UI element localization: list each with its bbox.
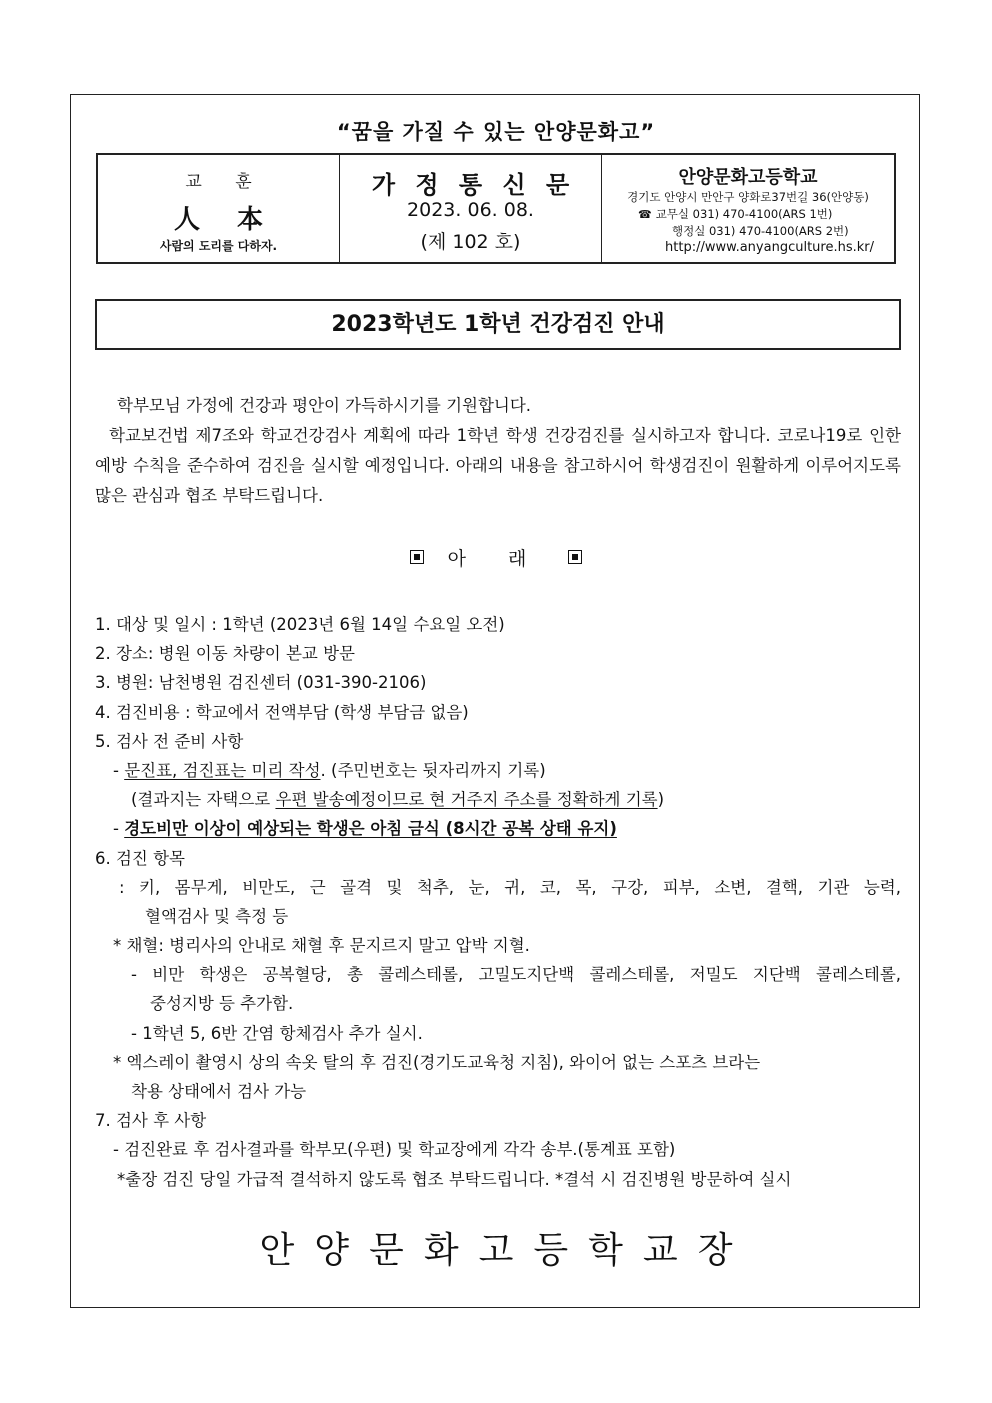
bold-underlined-text: 경도비만 이상이 예상되는 학생은 아침 금식 (8시간 공복 상태 유지) [124, 819, 617, 839]
school-name: 안양문화고등학교 [678, 167, 818, 188]
underlined-text: 문진표, 검진표는 미리 작성 [124, 760, 321, 780]
newsletter-date: 2023. 06. 08. [407, 199, 534, 221]
letter-header [96, 153, 896, 264]
motto-label: 교 훈 [185, 172, 266, 192]
list-item: * 채혈: 병리사의 안내로 채혈 후 문지르지 말고 압박 지혈. [113, 936, 530, 956]
list-item-text: ) [657, 790, 665, 810]
intro-body: 학교보건법 제7조와 학교건강검사 계획에 따라 1학년 학생 건강검진를 실시하고자 합니다. 코로나19로 인한 예방 수칙을 준수하여 검진을 실시할 예정입니다. 아래의 내용을 참고하시어 학생검진이 원활하게 이루어지도록 많은 관심과 협조 부탁드립니다. [95, 426, 901, 505]
details-list [95, 610, 901, 1194]
list-item [95, 756, 901, 785]
list-item: - 검진완료 후 검사결과를 학부모(우편) 및 학교장에게 각각 송부.(통계표 포함) [113, 1140, 676, 1160]
newsletter-cell [340, 155, 602, 262]
list-item: 7. 검사 후 사항 [95, 1111, 207, 1131]
list-item: 2. 장소: 병원 이동 차량이 본교 방문 [95, 644, 355, 664]
dash: - [113, 819, 125, 839]
square-bullet-icon [568, 550, 582, 564]
notice-heading [0, 544, 992, 571]
underlined-text: 우편 발송예정이므로 현 거주지 주소를 정확하게 기록 [275, 790, 658, 810]
list-item-text: (결과지는 자택으로 [131, 790, 276, 810]
school-url[interactable]: http://www.anyangculture.hs.kr/ [665, 240, 874, 255]
newsletter-issue: (제 102 호) [420, 231, 521, 253]
list-item [95, 814, 901, 843]
school-tel-admin: 행정실 031) 470-4100(ARS 2번) [672, 224, 849, 238]
slogan: “꿈을 가질 수 있는 안양문화고” [336, 120, 656, 144]
list-item-text: . (주민번호는 뒷자리까지 기록) [320, 760, 546, 780]
list-item: *출장 검진 당일 가급적 결석하지 않도록 협조 부탁드립니다. *결석 시 검진병원 방문하여 실시 [117, 1169, 792, 1189]
list-item: 5. 검사 전 준비 사항 [95, 731, 244, 751]
signature: 안양문화고등학교장 [259, 1230, 753, 1271]
school-address: 경기도 안양시 만안구 양화로37번길 36(안양동) [627, 190, 869, 204]
school-tel-office [638, 206, 832, 222]
list-item: 중성지방 등 추가함. [150, 994, 294, 1014]
list-item: 1. 대상 및 일시 : 1학년 (2023년 6월 14일 수요일 오전) [95, 615, 505, 634]
list-item: 혈액검사 및 측정 등 [145, 906, 289, 926]
list-item: - 비만 학생은 공복혈당, 총 콜레스테롤, 고밀도지단백 콜레스테롤, 저밀도 지단백 콜레스테롤, [131, 965, 901, 985]
list-item: - 1학년 5, 6반 간염 항체검사 추가 실시. [131, 1023, 423, 1043]
motto-subtitle: 사람의 도리를 다하자. [159, 239, 278, 253]
motto: 人 本 [173, 205, 278, 235]
list-item [95, 785, 901, 814]
school-info-cell [602, 155, 894, 262]
dash: - [113, 760, 125, 780]
newsletter-title: 가 정 통 신 문 [371, 171, 576, 199]
list-item: : 키, 몸무게, 비만도, 근 골격 및 척추, 눈, 귀, 코, 목, 구강, 피부, 소변, 결핵, 기관 능력, [119, 877, 901, 897]
phone-icon: ☎ [638, 208, 652, 221]
list-item: 6. 검진 항목 [95, 848, 185, 868]
list-item: 4. 검진비용 : 학교에서 전액부담 (학생 부담금 없음) [95, 702, 469, 722]
list-item: 3. 병원: 남천병원 검진센터 (031-390-2106) [95, 673, 427, 693]
notice-heading-text: 아 래 [447, 548, 545, 570]
motto-cell [98, 155, 340, 262]
intro-greeting: 학부모님 가정에 건강과 평안이 가득하시기를 기원합니다. [117, 396, 532, 415]
tel-office-text: 교무실 031) 470-4100(ARS 1번) [655, 207, 833, 221]
list-item: * 엑스레이 촬영시 상의 속옷 탈의 후 검진(경기도교육청 지침), 와이어 없는 스포츠 브라는 [113, 1052, 761, 1072]
square-bullet-icon [410, 550, 424, 564]
list-item: 착용 상태에서 검사 가능 [131, 1082, 307, 1101]
document-title: 2023학년도 1학년 건강검진 안내 [95, 299, 901, 350]
